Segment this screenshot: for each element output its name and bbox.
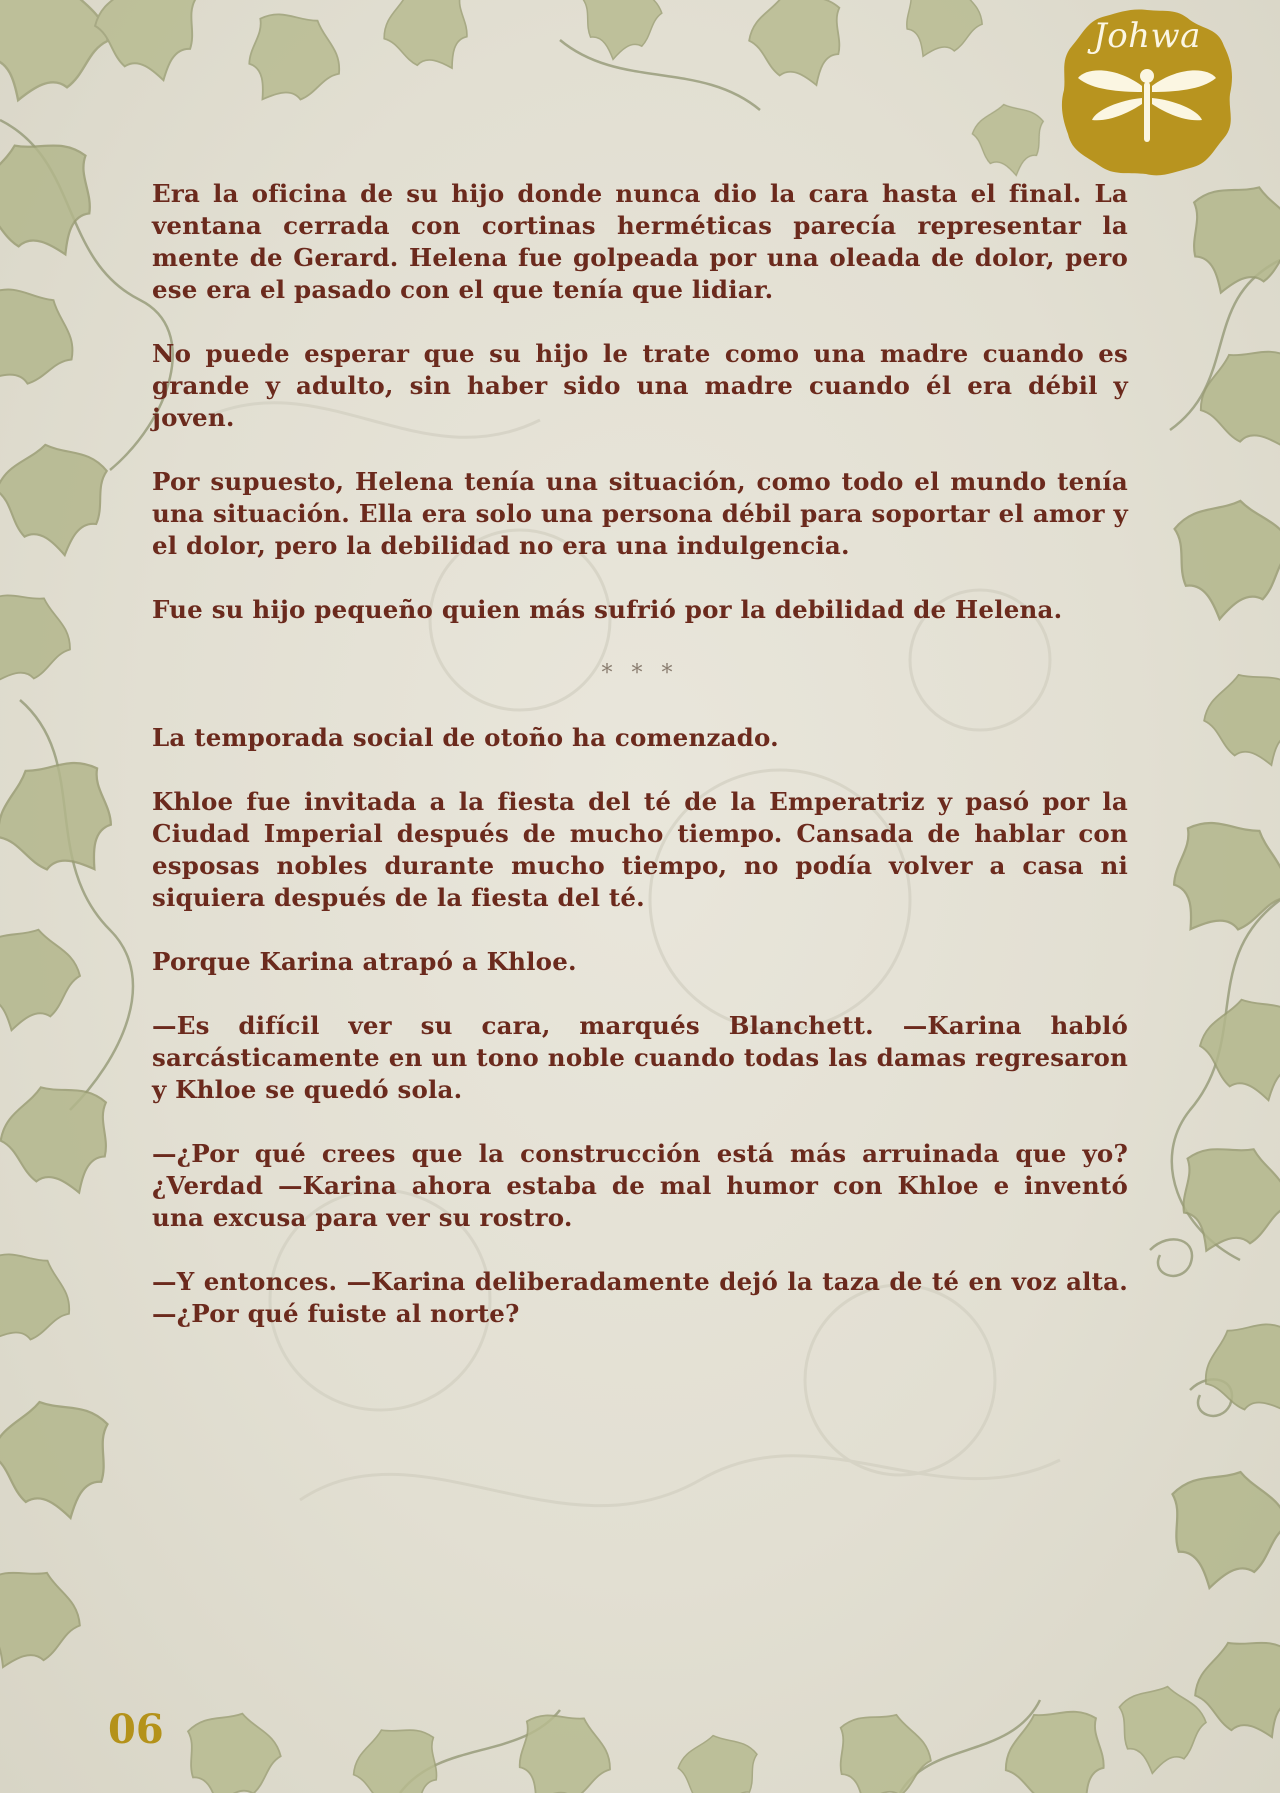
- paragraph: Era la oficina de su hijo donde nunca dio la cara hasta el final. La ventana cerrada con cortinas herméticas parecía representar la mente de Gerard. Helena fue golpeada por una oleada de dolor, pero ese era el pasado con el que tenía que lidiar.: [152, 179, 1128, 304]
- scene-separator: * * *: [601, 661, 679, 686]
- paragraph: —Y entonces. —Karina deliberadamente dejó la taza de té en voz alta. —¿Por qué fuiste al norte?: [152, 1267, 1128, 1328]
- paragraph: No puede esperar que su hijo le trate como una madre cuando es grande y adulto, sin haber sido una madre cuando él era débil y joven.: [152, 339, 1128, 432]
- paragraph: La temporada social de otoño ha comenzado.: [152, 723, 779, 752]
- paragraph: Fue su hijo pequeño quien más sufrió por la debilidad de Helena.: [152, 595, 1063, 624]
- paragraph: Porque Karina atrapó a Khloe.: [152, 947, 577, 976]
- johwa-logo: [1058, 6, 1236, 178]
- paragraph: —¿Por qué crees que la construcción está más arruinada que yo? ¿Verdad —Karina ahora estaba de mal humor con Khloe e inventó una excusa para ver su rostro.: [152, 1139, 1128, 1232]
- paragraph: —Es difícil ver su cara, marqués Blanchett. —Karina habló sarcásticamente en un tono noble cuando todas las damas regresaron y Khloe se quedó sola.: [152, 1011, 1128, 1104]
- logo-text: Johwa: [1093, 16, 1201, 56]
- paragraph: Por supuesto, Helena tenía una situación, como todo el mundo tenía una situación. Ella era solo una persona débil para soportar el amor y el dolor, pero la debilidad no era una indulgencia.: [152, 467, 1128, 560]
- paragraph: Khloe fue invitada a la fiesta del té de la Emperatriz y pasó por la Ciudad Imperial después de mucho tiempo. Cansada de hablar con esposas nobles durante mucho tiempo, no podía volver a casa ni siquiera después de la fiesta del té.: [152, 787, 1128, 912]
- page-number: 06: [108, 1706, 164, 1753]
- text-body: [152, 178, 1128, 1362]
